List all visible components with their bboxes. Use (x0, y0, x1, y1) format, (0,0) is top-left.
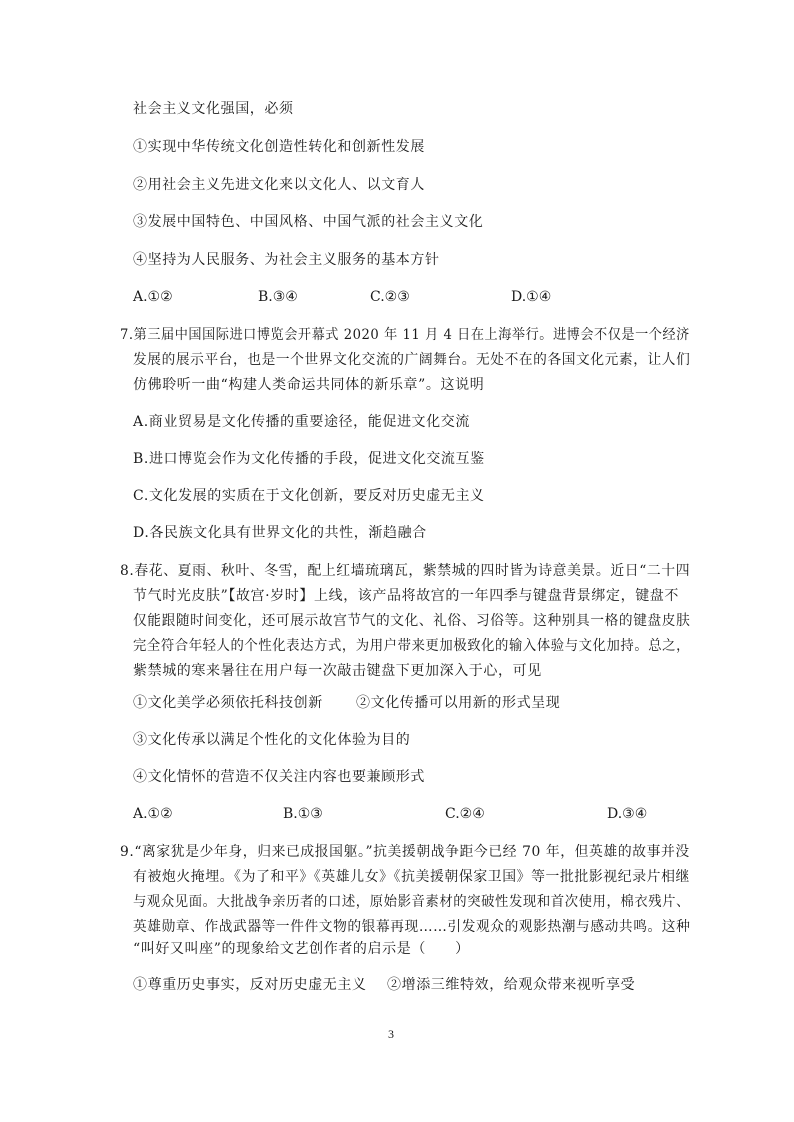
q6-item-4: ④坚持为人民服务、为社会主义服务的基本方针 (133, 252, 440, 268)
q8-item-1: ①文化美学必须依托科技创新 (133, 695, 323, 711)
q9-item-2: ②增添三维特效，给观众带来视听享受 (387, 977, 636, 993)
q6-option-b: B.③④ (258, 289, 298, 305)
q8-option-b: B.①③ (283, 806, 323, 822)
q8-item-3: ③文化传承以满足个性化的文化体验为目的 (133, 732, 411, 748)
q8-stem-line-2: 节气时光皮肤”【故宫·岁时】上线，该产品将故宫的一年四季与键盘背景绑定，键盘不 (133, 588, 680, 604)
q6-stem-tail: 社会主义文化强国，必须 (133, 101, 294, 117)
q6-item-1: ①实现中华传统文化创造性转化和创新性发展 (133, 139, 425, 155)
q8-stem-line-3: 仅能跟随时间变化，还可展示故宫节气的文化、礼俗、习俗等。这种别具一格的键盘皮肤 (133, 613, 691, 629)
q9-item-1: ①尊重历史事实，反对历史虚无主义 (133, 977, 367, 993)
q9-stem-line-1: 9.“离家犹是少年身，归来已成报国躯。”抗美援朝战争距今已经 70 年，但英雄的故事并没 (120, 844, 690, 860)
q7-option-d: D.各民族文化具有世界文化的共性，渐趋融合 (133, 525, 427, 541)
q8-stem-line-4: 完全符合年轻人的个性化表达方式，为用户带来更加极致化的输入体验与文化加持。总之， (133, 638, 691, 654)
page-number: 3 (388, 1027, 394, 1041)
q9-stem-line-5: “叫好又叫座”的现象给文艺创作者的启示是（ ） (133, 941, 470, 957)
q7-stem-line-2: 发展的展示平台，也是一个世界文化交流的广阔舞台。无处不在的各国文化元素，让人们 (133, 352, 691, 368)
q6-item-2: ②用社会主义先进文化来以文化人、以文育人 (133, 177, 425, 193)
q7-option-b: B.进口博览会作为文化传播的手段，促进文化交流互鉴 (133, 451, 485, 467)
q7-option-c: C.文化发展的实质在于文化创新，要反对历史虚无主义 (133, 488, 485, 504)
q8-item-4: ④文化情怀的营造不仅关注内容也要兼顾形式 (133, 769, 425, 785)
q7-stem-line-1: 7.第三届中国国际进口博览会开幕式 2020 年 11 月 4 日在上海举行。进博会不仅是一个经济 (120, 327, 690, 343)
q6-option-d: D.①④ (511, 289, 552, 305)
q9-stem-line-4: 英雄勋章、作战武器等一件件文物的银幕再现……引发观众的观影热潮与感动共鸣。这种 (133, 919, 691, 935)
q8-stem-line-5: 紫禁城的寒来暑往在用户每一次敲击键盘下更加深入于心，可见 (133, 663, 542, 679)
q8-option-c: C.②④ (445, 806, 485, 822)
q6-option-a: A.①② (133, 289, 173, 305)
q8-stem-line-1: 8.春花、夏雨、秋叶、冬雪，配上红墙琉璃瓦，紫禁城的四时皆为诗意美景。近日“二十四 (120, 563, 691, 579)
q6-item-3: ③发展中国特色、中国风格、中国气派的社会主义文化 (133, 214, 484, 230)
q9-stem-line-3: 与观众见面。大批战争亲历者的口述，原始影音素材的突破性发现和首次使用，棉衣残片、 (133, 894, 691, 910)
q8-option-a: A.①② (133, 806, 173, 822)
q8-item-2: ②文化传播可以用新的形式呈现 (356, 695, 561, 711)
q9-stem-line-2: 有被炮火掩埋。《为了和平》《英雄儿女》《抗美援朝保家卫国》等一批批影视纪录片相继 (133, 869, 690, 885)
q7-option-a: A.商业贸易是文化传播的重要途径，能促进文化交流 (133, 414, 470, 430)
q7-stem-line-3: 仿佛聆听一曲“构建人类命运共同体的新乐章”。这说明 (133, 377, 485, 393)
q6-option-c: C.②③ (370, 289, 410, 305)
q8-option-d: D.③④ (607, 806, 648, 822)
